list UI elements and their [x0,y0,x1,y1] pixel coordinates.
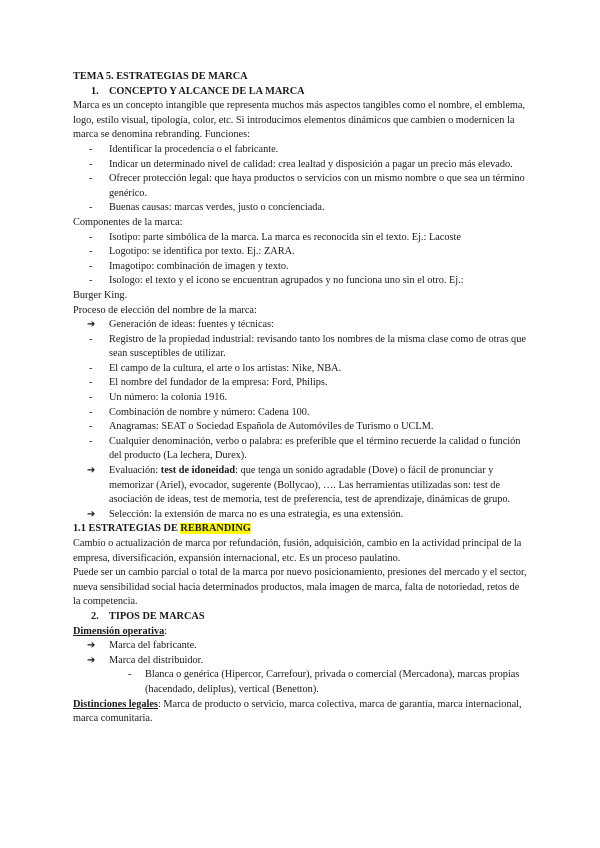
dimension-item [73,639,528,654]
dimension-item-text: Marca del distribuidor. [109,654,204,666]
legal-distinctions-paragraph [73,698,528,727]
evaluation-prefix: Evaluación: [109,465,161,477]
process-step-generation [73,318,528,333]
arrow-icon: ➔ [87,640,96,652]
section-1-heading [73,85,528,100]
component-item: - Isologo: el texto y el icono se encuentran agrupados y no funciona uno sin el otro. Ej.: [73,274,528,289]
section-2-number: 2. [91,610,99,622]
process-step-evaluation [73,464,528,508]
source-item: - Registro de la propiedad industrial: revisando tanto los nombres de la misma clase como de otras que sean susceptibles de utilizar. [73,333,528,362]
source-item: - El campo de la cultura, el arte o los artistas: Nike, NBA. [73,362,528,377]
process-step-text: Generación de ideas: fuentes y técnicas: [109,319,274,331]
source-item: - Cualquier denominación, verbo o palabra: es preferible que el término recuerde la calidad o función del producto (La lechera, Durex). [73,435,528,464]
process-step-selection [73,508,528,523]
source-item: - El nombre del fundador de la empresa: Ford, Philips. [73,376,528,391]
rebranding-paragraph-1: Cambio o actualización de marca por refundación, fusión, adquisición, cambio en la actividad principal de la empresa, diversificación, expansión internacional, etc. Es un proceso paulatino. [73,538,522,564]
section-1-1-heading [73,522,528,537]
section-1-number: 1. [91,85,99,97]
selection-text: Selección: la extensión de marca no es una estrategia, es una extensión. [109,508,404,520]
document-title: TEMA 5. ESTRATEGIAS DE MARCA [73,71,248,82]
distributor-brand-types: - Blanca o genérica (Hipercor, Carrefour), privada o comercial (Mercadona), marcas propias (hacendado, deliplus), vertical (Benetton). [73,668,528,697]
process-label: Proceso de elección del nombre de la marca: [73,304,257,316]
evaluation-text: : que tenga un sonido agradable (Dove) o fácil de pronunciar y memorizar (Ariel), evocador, sugerente (Bollycao), …. Las herramientas utilizadas son: test de asociación de ideas, test de memoria, test de preferencia, test de aprendizaje, dinámicas de grupo. [109,465,511,506]
function-item: - Identificar la procedencia o el fabricante. [73,143,528,158]
dimension-item [73,654,528,669]
legal-distinctions-term: Distinciones legales [73,698,158,710]
arrow-icon: ➔ [87,508,96,520]
rebranding-highlight: REBRANDING [180,523,251,535]
section-1-1-heading-prefix: 1.1 ESTRATEGIAS DE [73,523,181,535]
evaluation-bold-term: test de idoneidad [160,465,236,477]
document-page [73,70,528,727]
source-item: - Un número: la colonia 1916. [73,391,528,406]
section-2-heading [73,610,528,625]
component-item: - Isotipo: parte simbólica de la marca. La marca es reconocida sin el texto. Ej.: Lacoste [73,231,528,246]
operational-dimension-label [73,625,528,640]
dimension-item-text: Marca del fabricante. [109,640,197,652]
function-item: - Indicar un determinado nivel de calidad: crea lealtad y disposición a pagar un precio más elevado. [73,158,528,173]
function-item: - Ofrecer protección legal: que haya productos o servicios con un mismo nombre o que sea un término genérico. [73,172,528,201]
brand-definition-paragraph: Marca es un concepto intangible que representa muchos más aspectos tangibles como el nombre, el emblema, logo, estilo visual, tipología, color, etc. Si introducimos elementos dinámicos que cambien o modernicen la marca se denomina rebranding. Funciones: [73,100,526,141]
components-label: Componentes de la marca: [73,216,183,228]
legal-distinctions-text: : Marca de producto o servicio, marca colectiva, marca de garantía, marca internacional, marca comunitaria. [73,698,522,725]
component-item: - Logotipo: se identifica por texto. Ej.: ZARA. [73,245,528,260]
operational-dimension-colon: : [164,625,168,637]
rebranding-paragraph-2: Puede ser un cambio parcial o total de la marca por nuevo posicionamiento, presiones del mercado y el sector, nueva sensibilidad social hacia determinados productos, mala imagen de marca, falta de notoriedad, retos de la competencia. [73,567,527,608]
component-item: - Imagotipo: combinación de imagen y texto. [73,260,528,275]
source-item: - Combinación de nombre y número: Cadena 100. [73,406,528,421]
arrow-icon: ➔ [87,465,96,477]
source-item: - Anagramas: SEAT o Sociedad Española de Automóviles de Turismo o UCLM. [73,420,528,435]
section-2-title: TIPOS DE MARCAS [109,610,205,622]
function-item: - Buenas causas: marcas verdes, justo o concienciada. [73,201,528,216]
operational-dimension-term: Dimensión operativa [73,625,165,637]
components-tail: Burger King. [73,289,128,301]
arrow-icon: ➔ [87,319,96,331]
section-1-title: CONCEPTO Y ALCANCE DE LA MARCA [109,85,305,97]
arrow-icon: ➔ [87,654,96,666]
